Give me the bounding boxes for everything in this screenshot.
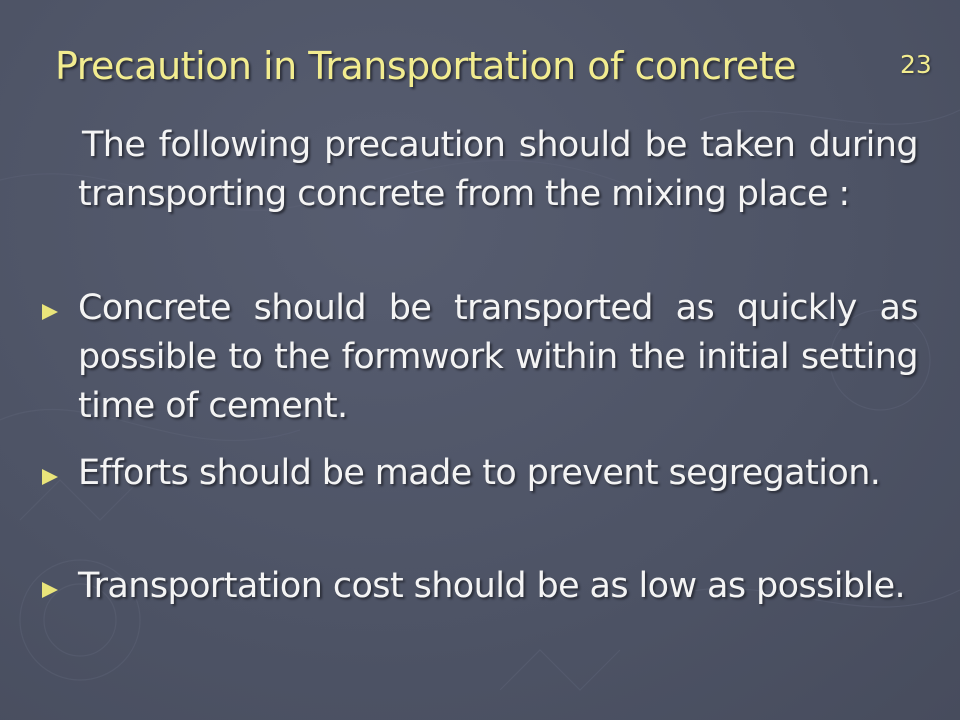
page-number: 23 bbox=[900, 50, 932, 79]
triangle-right-icon bbox=[42, 304, 58, 320]
bullet-text: Transportation cost should be as low as possible. bbox=[78, 566, 906, 606]
triangle-right-icon bbox=[42, 582, 58, 598]
bullet-text: Concrete should be transported as quickly as possible to the formwork within the initial setting time of cement. bbox=[78, 288, 918, 426]
bullet-text: Efforts should be made to prevent segregation. bbox=[78, 453, 881, 493]
intro-paragraph: The following precaution should be taken during transporting concrete from the mixing place : bbox=[78, 125, 918, 214]
triangle-right-icon bbox=[42, 469, 58, 485]
slide-title: Precaution in Transportation of concrete bbox=[55, 44, 797, 88]
